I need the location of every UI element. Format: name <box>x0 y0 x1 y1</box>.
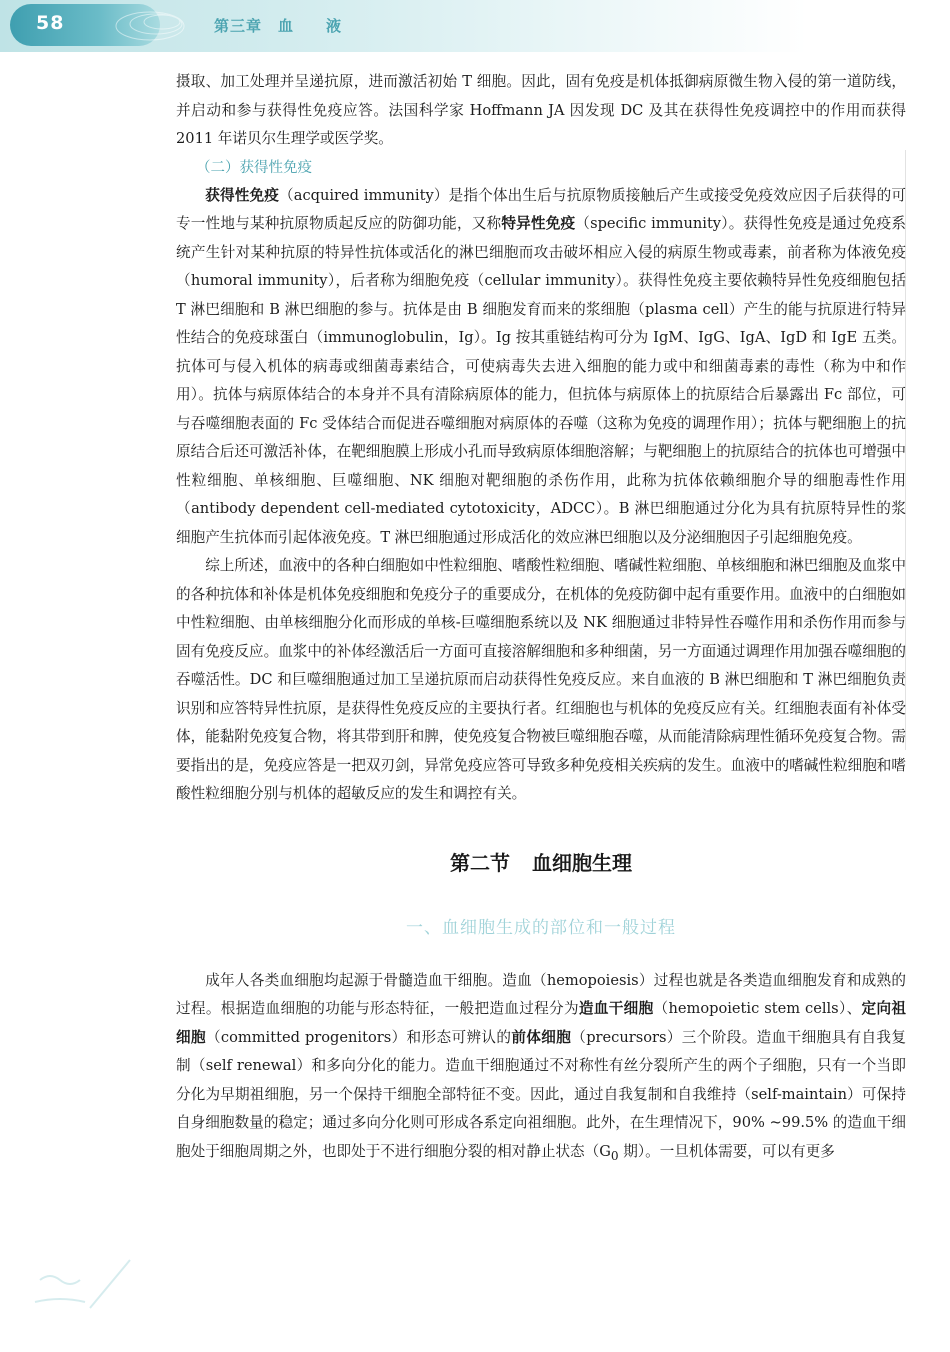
subheading-acquired-immunity: （二）获得性免疫 <box>196 159 312 176</box>
text-segment: （precursors）三个阶段。造血干细胞具有自我复制（self renewal）和多向分化的能力。造血干细胞通过不对称性有丝分裂所产生的两个子细胞，只有一个当即分化为早期祖细胞，另一个保持干细胞全部特征不变。因此，通过自我复制和自我维持（self-maintain）可保持自身细胞数量的稳定；通过多向分化则可形成各系定向祖细胞。此外，在生理情况下，90% ~99.5% 的造血干细胞处于细胞周期之外，也即处于不进行细胞分裂的相对静止状态（G <box>176 1028 906 1160</box>
text-segment: （acquired immunity）是指个体出生后与抗原物质接触后产生或接受免疫效应因子后获得的可专一性地与某种抗原物质起反应的防御功能，又称 <box>176 186 906 232</box>
section-title <box>176 843 906 883</box>
text-segment: （hemopoietic stem cells）、 <box>653 1000 862 1017</box>
term-hemopoietic-stem-cells: 造血干细胞 <box>578 1000 654 1017</box>
text-segment: （specific immunity）。获得性免疫是通过免疫系统产生针对某种抗原的特异性抗体或活化的淋巴细胞而攻击破坏相应入侵的病原生物或毒素，前者称为体液免疫（humoral immunity），后者称为细胞免疫（cellular immunity）。获得性免疫主要依赖特异性免疫细胞包括 T 淋巴细胞和 B 淋巴细胞的参与。抗体是由 B 细胞发育而来的浆细胞（plasma cell）产生的能与抗原进行特异性结合的免疫球蛋白（immunoglobulin，Ig）。Ig 按其重链结构可分为 IgM、IgG、IgA、IgD 和 IgE 五类。抗体可与侵入机体的病毒或细菌毒素结合，可使病毒失去进入细胞的能力或中和细菌毒素的毒性（称为中和作用）。抗体与病原体结合的本身并不具有清除病原体的能力，但抗体与病原体上的抗原结合后暴露出 Fc 部位，可与吞噬细胞表面的 Fc 受体结合而促进吞噬细胞对病原体的吞噬（这称为免疫的调理作用）；抗体与靶细胞上的抗原结合后还可激活补体，在靶细胞膜上形成小孔而导致病原体细胞溶解；与靶细胞上的抗原结合的抗体也可增强中性粒细胞、单核细胞、巨噬细胞、NK 细胞对靶细胞的杀伤作用，此称为抗体依赖细胞介导的细胞毒性作用（antibody dependent cell-mediated cytotoxicity，ADCC）。B 淋巴细胞通过分化为具有抗原特异性的浆细胞产生抗体而引起体液免疫。T 淋巴细胞通过形成活化的效应淋巴细胞以及分泌细胞因子引起细胞免疫。 <box>176 215 906 546</box>
text-segment: 期）。一旦机体需要，可以有更多 <box>618 1142 835 1160</box>
page-body <box>176 68 906 1170</box>
pen-doodle-icon <box>20 1240 140 1320</box>
subscript-zero: 0 <box>610 1148 619 1163</box>
term-committed-progenitors: 定向祖细胞 <box>176 1000 906 1046</box>
section-name: 血细胞生理 <box>532 850 632 875</box>
section-number: 第二节 <box>450 850 510 875</box>
subsection-title: 一、血细胞生成的部位和一般过程 <box>406 917 676 938</box>
decorative-swirl-icon <box>110 0 230 52</box>
page-number: 58 <box>36 12 65 34</box>
text-segment: （committed progenitors）和形态可辨认的 <box>205 1028 512 1046</box>
paragraph-acquired-immunity <box>176 182 906 553</box>
term-acquired-immunity: 获得性免疫 <box>205 186 279 204</box>
chapter-title: 第三章 血 液 <box>214 17 343 35</box>
term-specific-immunity: 特异性免疫 <box>501 215 576 232</box>
paragraph-innate-immunity-end: 摄取、加工处理并呈递抗原，进而激活初始 T 细胞。因此，固有免疫是机体抵御病原微生物入侵的第一道防线，并启动和参与获得性免疫应答。法国科学家 Hoffmann JA 因发现 DC 及其在获得性免疫调控中的作用而获得 2011 年诺贝尔生理学或医学奖。 <box>176 73 906 147</box>
text-segment: 成年人各类血细胞均起源于骨髓造血干细胞。造血（hemopoiesis）过程也就是各类造血细胞发育和成熟的过程。根据造血细胞的功能与形态特征，一般把造血过程分为 <box>176 971 906 1017</box>
term-precursors: 前体细胞 <box>511 1028 572 1046</box>
paragraph-hemopoiesis <box>176 967 906 1170</box>
paragraph-summary: 综上所述，血液中的各种白细胞如中性粒细胞、嗜酸性粒细胞、嗜碱性粒细胞、单核细胞和淋巴细胞及血浆中的各种抗体和补体是机体免疫细胞和免疫分子的重要成分，在机体的免疫防御中起有重要作用。血液中的白细胞如中性粒细胞、由单核细胞分化而形成的单核-巨噬细胞系统以及 NK 细胞通过非特异性吞噬作用和杀伤作用而参与固有免疫反应。血浆中的补体经激活后一方面可直接溶解细胞和多种细菌，另一方面通过调理作用加强吞噬细胞的吞噬活性。DC 和巨噬细胞通过加工呈递抗原而启动获得性免疫反应。来自血液的 B 淋巴细胞和 T 淋巴细胞负责识别和应答特异性抗原，是获得性免疫反应的主要执行者。红细胞也与机体的免疫反应有关。红细胞表面有补体受体，能黏附免疫复合物，将其带到肝和脾，使免疫复合物被巨噬细胞吞噬，从而能清除病理性循环免疫复合物。需要指出的是，免疫应答是一把双刃剑，异常免疫应答可导致多种免疫相关疾病的发生。血液中的嗜碱性粒细胞和嗜酸性粒细胞分别与机体的超敏反应的发生和调控有关。 <box>176 557 906 802</box>
